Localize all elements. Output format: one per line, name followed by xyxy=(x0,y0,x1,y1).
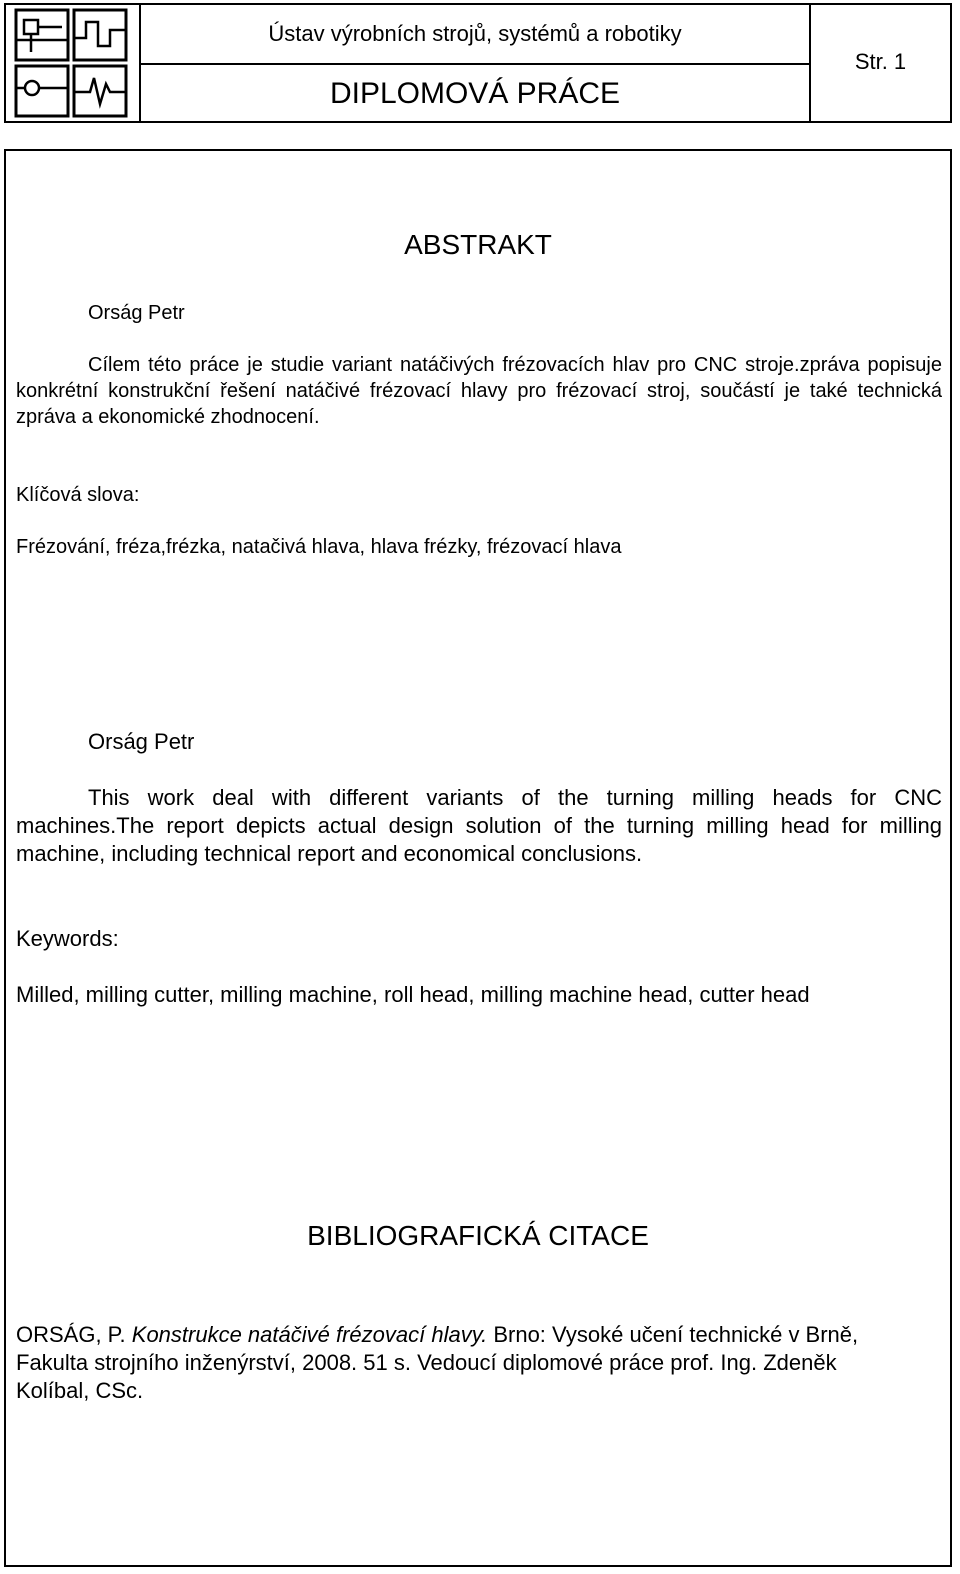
keywords-en: Milled, milling cutter, milling machine, roll head, milling machine head, cutter head xyxy=(16,982,810,1007)
keywords-cz-label: Klíčová slova: xyxy=(16,484,140,506)
citation-title: Konstrukce natáčivé frézovací hlavy. xyxy=(131,1322,488,1347)
citation-text xyxy=(16,1321,916,1405)
institute-name: Ústav výrobních strojů, systémů a robotiky xyxy=(268,21,682,46)
citation-author: ORSÁG, P. xyxy=(16,1322,126,1347)
header-divider xyxy=(141,63,809,65)
abstract-cz-text: Cílem této práce je studie variant natáčivých frézovacích hlav pro CNC stroje.zpráva popisuje konkrétní konstrukční řešení natáčivé frézovací hlavy pro frézovací stroj, součástí je také technická zpráva a ekonomické zhodnocení. xyxy=(16,354,942,428)
keywords-en-label: Keywords: xyxy=(16,926,119,951)
institute-logo-cell xyxy=(6,5,141,121)
page-number: Str. 1 xyxy=(854,49,907,74)
document-type: DIPLOMOVÁ PRÁCE xyxy=(329,77,621,110)
abstract-en-text: This work deal with different variants of the turning milling heads for CNC machines.The report depicts actual design solution of the turning milling head for milling machine, including technical report and economical conclusions. xyxy=(16,785,942,866)
citation-details: Brno: Vysoké učení technické v Brně, Fakulta strojního inženýrství, 2008. 51 s. Vedoucí diplomové práce prof. Ing. Zdeněk Kolíbal, CSc. xyxy=(16,1322,859,1403)
institute-logo-icon xyxy=(14,8,130,118)
abstract-heading: ABSTRAKT xyxy=(404,229,552,260)
author-en: Orság Petr xyxy=(88,729,195,754)
author-cz: Orság Petr xyxy=(88,302,185,324)
page-body xyxy=(4,149,952,1567)
keywords-cz: Frézování, fréza,frézka, natačivá hlava, hlava frézky, frézovací hlava xyxy=(16,536,622,558)
header-title-cell xyxy=(141,5,811,121)
citation-heading: BIBLIOGRAFICKÁ CITACE xyxy=(307,1220,649,1251)
page-header xyxy=(4,3,952,123)
page-number-cell xyxy=(811,5,950,121)
